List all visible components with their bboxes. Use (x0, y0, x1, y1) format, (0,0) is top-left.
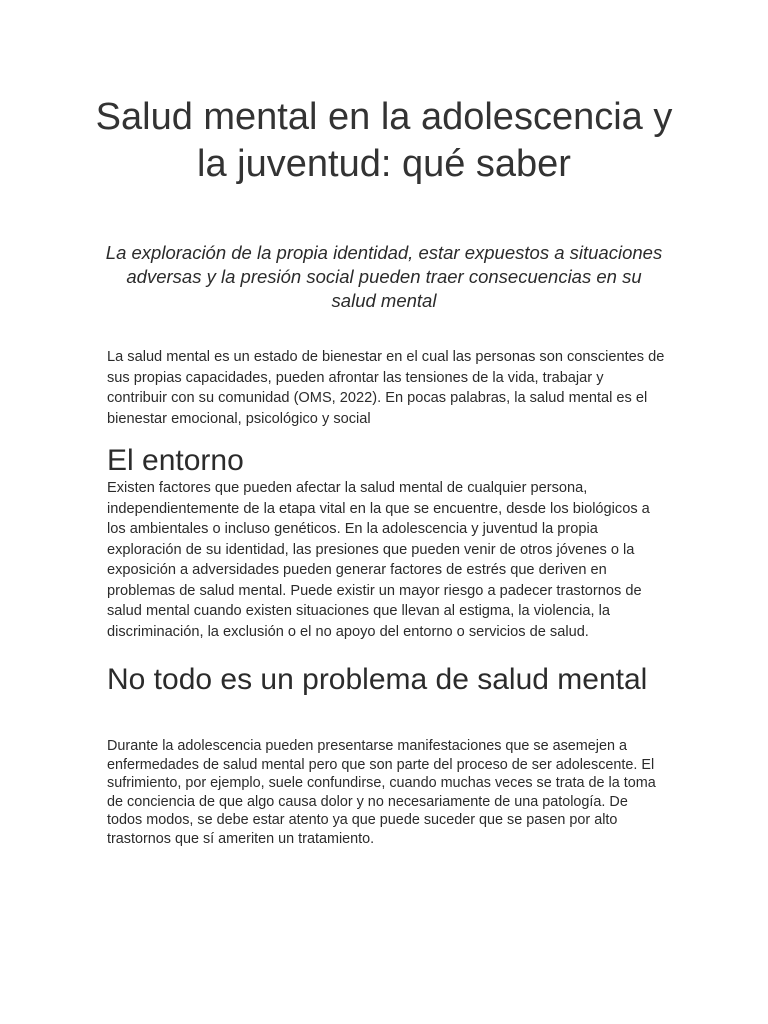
page-title: Salud mental en la adolescencia y la juventud: qué saber (95, 96, 673, 185)
section-body-el-entorno: Existen factores que pueden afectar la salud mental de cualquier persona, independientemente de la etapa vital en la que se encuentre, desde los biológicos a los ambientales o incluso genéticos. En la adolescencia y juventud la propia exploración de su identidad, las presiones que pueden venir de otros jóvenes o la exposición a adversidades pueden generar factores de estrés que deriven en problemas de salud mental. Puede existir un mayor riesgo a padecer trastornos de salud mental cuando existen situaciones que llevan al estigma, la violencia, la discriminación, la exclusión o el no apoyo del entorno o servicios de salud. (107, 480, 650, 640)
page-subtitle: La exploración de la propia identidad, estar expuestos a situaciones adversas y la presión social pueden traer consecuencias en su salud mental (105, 242, 663, 311)
section-heading-no-todo-es-un-problema: No todo es un problema de salud mental (107, 663, 648, 696)
intro-paragraph: La salud mental es un estado de bienestar en el cual las personas son conscientes de sus propias capacidades, pueden afrontar las tensiones de la vida, trabajar y contribuir con su comunidad (OMS, 2022). En pocas palabras, la salud mental es el bienestar emocional, psicológico y social (107, 349, 665, 427)
section-heading-el-entorno: El entorno (107, 444, 244, 477)
section-body-no-todo-es-un-problema: Durante la adolescencia pueden presentarse manifestaciones que se asemejen a enfermedades de salud mental pero que son parte del proceso de ser adolescente. El sufrimiento, por ejemplo, suele confundirse, cuando muchas veces se trata de la toma de conciencia de que algo causa dolor y no necesariamente de una patología. De todos modos, se debe estar atento ya que puede suceder que se pasen por alto trastornos que sí ameriten un tratamiento. (107, 738, 656, 847)
